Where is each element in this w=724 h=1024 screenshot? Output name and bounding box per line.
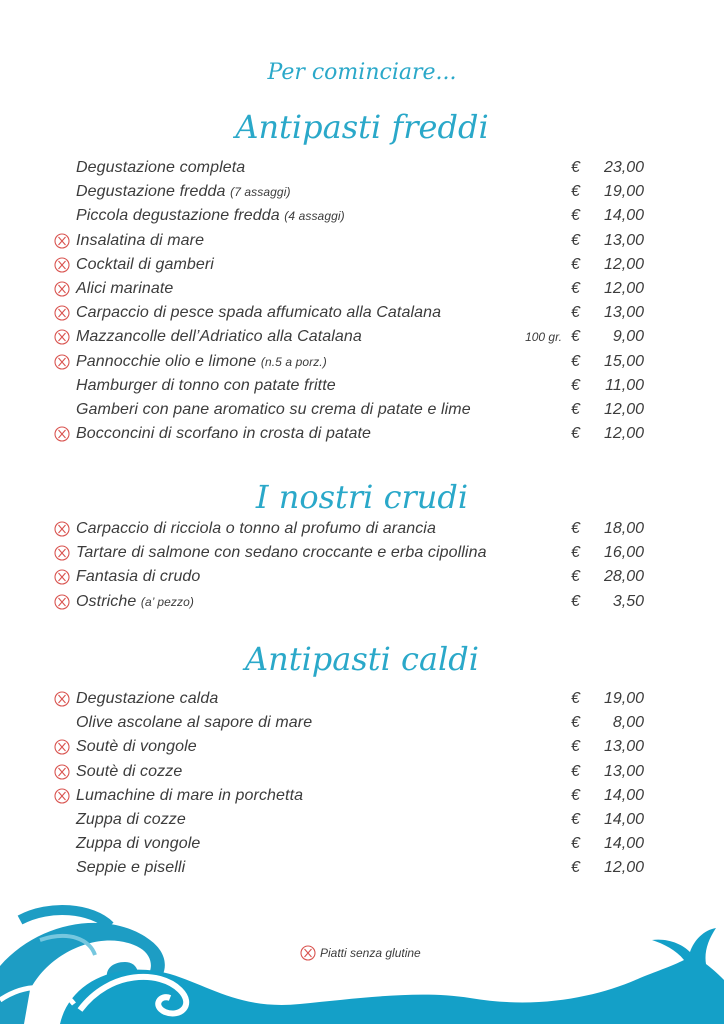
dish-name-text: Seppie e piselli xyxy=(76,859,186,877)
menu-item xyxy=(0,760,724,784)
menu-item xyxy=(0,784,724,808)
gluten-free-icon xyxy=(54,305,70,321)
dish-name-text: Piccola degustazione fredda xyxy=(76,207,280,225)
currency-symbol: € xyxy=(571,835,580,853)
dish-name xyxy=(76,325,362,349)
dish-price: 13,00 xyxy=(603,304,644,322)
menu-item xyxy=(0,229,724,253)
dish-price: 12,00 xyxy=(603,425,644,443)
dish-price: 14,00 xyxy=(603,810,644,828)
gluten-free-icon xyxy=(54,281,70,297)
dish-name xyxy=(76,180,291,204)
legend-text: Piatti senza glutine xyxy=(320,946,421,960)
currency-symbol: € xyxy=(571,279,580,297)
menu-item xyxy=(0,325,724,349)
dish-name xyxy=(76,350,327,374)
dish-name-text: Hamburger di tonno con patate fritte xyxy=(76,376,336,394)
dish-name xyxy=(76,517,436,541)
dish-price: 18,00 xyxy=(603,520,644,537)
currency-symbol: € xyxy=(571,714,580,732)
dish-name-text: Ostriche xyxy=(76,592,137,610)
dish-name-text: Soutè di cozze xyxy=(76,762,183,780)
menu-item xyxy=(0,735,724,759)
section-title-antipasti-freddi: Antipasti freddi xyxy=(235,108,489,146)
currency-symbol: € xyxy=(571,376,580,394)
gluten-free-icon xyxy=(54,739,70,755)
menu-item xyxy=(0,565,724,589)
menu-item xyxy=(0,687,724,711)
menu-item xyxy=(0,180,724,204)
dish-price: 13,00 xyxy=(603,738,644,756)
dish-price: 14,00 xyxy=(603,786,644,804)
currency-symbol: € xyxy=(571,810,580,828)
menu-item xyxy=(0,374,724,398)
menu-item xyxy=(0,277,724,301)
dish-price: 12,00 xyxy=(603,859,644,877)
dish-price: 14,00 xyxy=(603,207,644,225)
dish-price: 14,00 xyxy=(603,835,644,853)
dish-price: 28,00 xyxy=(603,568,644,586)
currency-symbol: € xyxy=(571,859,580,877)
currency-symbol: € xyxy=(571,738,580,756)
dish-name-text: Carpaccio di pesce spada affumicato alla Catalana xyxy=(76,304,442,322)
menu-item xyxy=(0,541,724,565)
menu-item xyxy=(0,350,724,374)
gluten-free-icon xyxy=(54,788,70,804)
currency-symbol: € xyxy=(571,231,580,249)
currency-symbol: € xyxy=(571,183,580,201)
dish-name-text: Alici marinate xyxy=(76,279,174,297)
section-antipasti-freddi xyxy=(0,156,724,446)
intro-heading: Per cominciare... xyxy=(267,60,457,85)
currency-symbol: € xyxy=(571,568,580,586)
currency-symbol: € xyxy=(571,690,580,707)
gluten-free-icon xyxy=(54,545,70,561)
dish-price: 23,00 xyxy=(603,159,644,176)
dish-name-text: Degustazione calda xyxy=(76,690,219,707)
dish-name xyxy=(76,832,200,856)
dish-name xyxy=(76,565,200,589)
menu-item xyxy=(0,156,724,180)
dish-name-text: Olive ascolane al sapore di mare xyxy=(76,714,313,732)
dish-name-text: Degustazione fredda xyxy=(76,183,226,201)
dish-price: 9,00 xyxy=(612,328,644,346)
dish-name-text: Soutè di vongole xyxy=(76,738,197,756)
menu-item xyxy=(0,204,724,228)
dish-name xyxy=(76,760,182,784)
currency-symbol: € xyxy=(571,255,580,273)
dish-price: 19,00 xyxy=(603,183,644,201)
gluten-free-icon xyxy=(54,521,70,537)
dish-name xyxy=(76,808,186,832)
dish-name xyxy=(76,156,245,180)
gluten-free-icon xyxy=(54,594,70,610)
gluten-free-icon xyxy=(54,691,70,707)
dish-name-text: Zuppa di vongole xyxy=(76,835,201,853)
section-antipasti-caldi xyxy=(0,687,724,881)
menu-item xyxy=(0,517,724,541)
dish-name-text: Lumachine di mare in porchetta xyxy=(76,786,304,804)
gluten-free-icon xyxy=(54,426,70,442)
dish-name xyxy=(76,590,194,614)
dish-name-text: Degustazione completa xyxy=(76,159,246,176)
dish-name xyxy=(76,856,185,880)
dish-note: (n.5 a porz.) xyxy=(260,354,327,369)
currency-symbol: € xyxy=(571,592,580,610)
dish-name-text: Tartare di salmone con sedano croccante e erba cipollina xyxy=(76,544,487,562)
currency-symbol: € xyxy=(571,352,580,370)
dish-name-text: Bocconcini di scorfano in crosta di patate xyxy=(76,425,372,443)
menu-item xyxy=(0,808,724,832)
gluten-free-icon xyxy=(54,569,70,585)
dish-name xyxy=(76,398,471,422)
dish-price: 16,00 xyxy=(603,544,644,562)
dish-name xyxy=(76,301,441,325)
dish-price: 13,00 xyxy=(603,231,644,249)
gluten-free-icon xyxy=(54,329,70,345)
currency-symbol: € xyxy=(571,520,580,537)
dish-price: 3,50 xyxy=(612,592,644,610)
dish-price: 12,00 xyxy=(603,279,644,297)
dish-name-text: Carpaccio di ricciola o tonno al profumo di arancia xyxy=(76,520,436,537)
dish-note: (4 assaggi) xyxy=(284,209,345,224)
dish-name-text: Insalatina di mare xyxy=(76,231,205,249)
currency-symbol: € xyxy=(571,544,580,562)
dish-price: 11,00 xyxy=(605,376,644,394)
currency-symbol: € xyxy=(571,304,580,322)
dish-name xyxy=(76,687,218,711)
dish-name xyxy=(76,204,345,228)
dish-name-text: Cocktail di gamberi xyxy=(76,255,214,273)
dish-price: 12,00 xyxy=(603,400,644,418)
currency-symbol: € xyxy=(571,400,580,418)
wave-decoration xyxy=(0,900,724,1024)
currency-symbol: € xyxy=(571,786,580,804)
dish-name xyxy=(76,422,371,446)
dish-price: 19,00 xyxy=(603,690,644,707)
section-nostri-crudi xyxy=(0,517,724,614)
gluten-free-icon xyxy=(54,257,70,273)
dish-name-text: Fantasia di crudo xyxy=(76,568,201,586)
dish-name xyxy=(76,229,204,253)
section-title-nostri-crudi: I nostri crudi xyxy=(255,478,469,516)
dish-note: (a’ pezzo) xyxy=(140,594,194,609)
gluten-free-icon xyxy=(300,945,316,961)
menu-item xyxy=(0,398,724,422)
gluten-free-icon xyxy=(54,764,70,780)
dish-name xyxy=(76,253,214,277)
gluten-free-icon xyxy=(54,354,70,370)
menu-item xyxy=(0,422,724,446)
dish-name xyxy=(76,374,336,398)
menu-item xyxy=(0,711,724,735)
currency-symbol: € xyxy=(571,328,580,346)
dish-name xyxy=(76,735,197,759)
dish-name-text: Pannocchie olio e limone xyxy=(76,352,257,370)
menu-item xyxy=(0,832,724,856)
menu-item xyxy=(0,856,724,880)
dish-price: 8,00 xyxy=(612,714,644,732)
currency-symbol: € xyxy=(571,207,580,225)
currency-symbol: € xyxy=(571,762,580,780)
currency-symbol: € xyxy=(571,159,580,176)
dish-name-text: Gamberi con pane aromatico su crema di patate e lime xyxy=(76,400,471,418)
dish-note: (7 assaggi) xyxy=(230,185,291,200)
section-title-antipasti-caldi: Antipasti caldi xyxy=(244,640,479,678)
menu-item xyxy=(0,301,724,325)
dish-name xyxy=(76,711,312,735)
dish-price: 13,00 xyxy=(603,762,644,780)
gluten-free-icon xyxy=(54,233,70,249)
currency-symbol: € xyxy=(571,425,580,443)
menu-item xyxy=(0,253,724,277)
dish-name-text: Zuppa di cozze xyxy=(76,810,186,828)
dish-name xyxy=(76,784,303,808)
menu-item xyxy=(0,590,724,614)
dish-quantity: 100 gr. xyxy=(525,330,562,345)
dish-name-text: Mazzancolle dell’Adriatico alla Catalana xyxy=(76,328,362,346)
dish-name xyxy=(76,277,173,301)
dish-price: 15,00 xyxy=(603,352,644,370)
dish-name xyxy=(76,541,487,565)
dish-price: 12,00 xyxy=(603,255,644,273)
